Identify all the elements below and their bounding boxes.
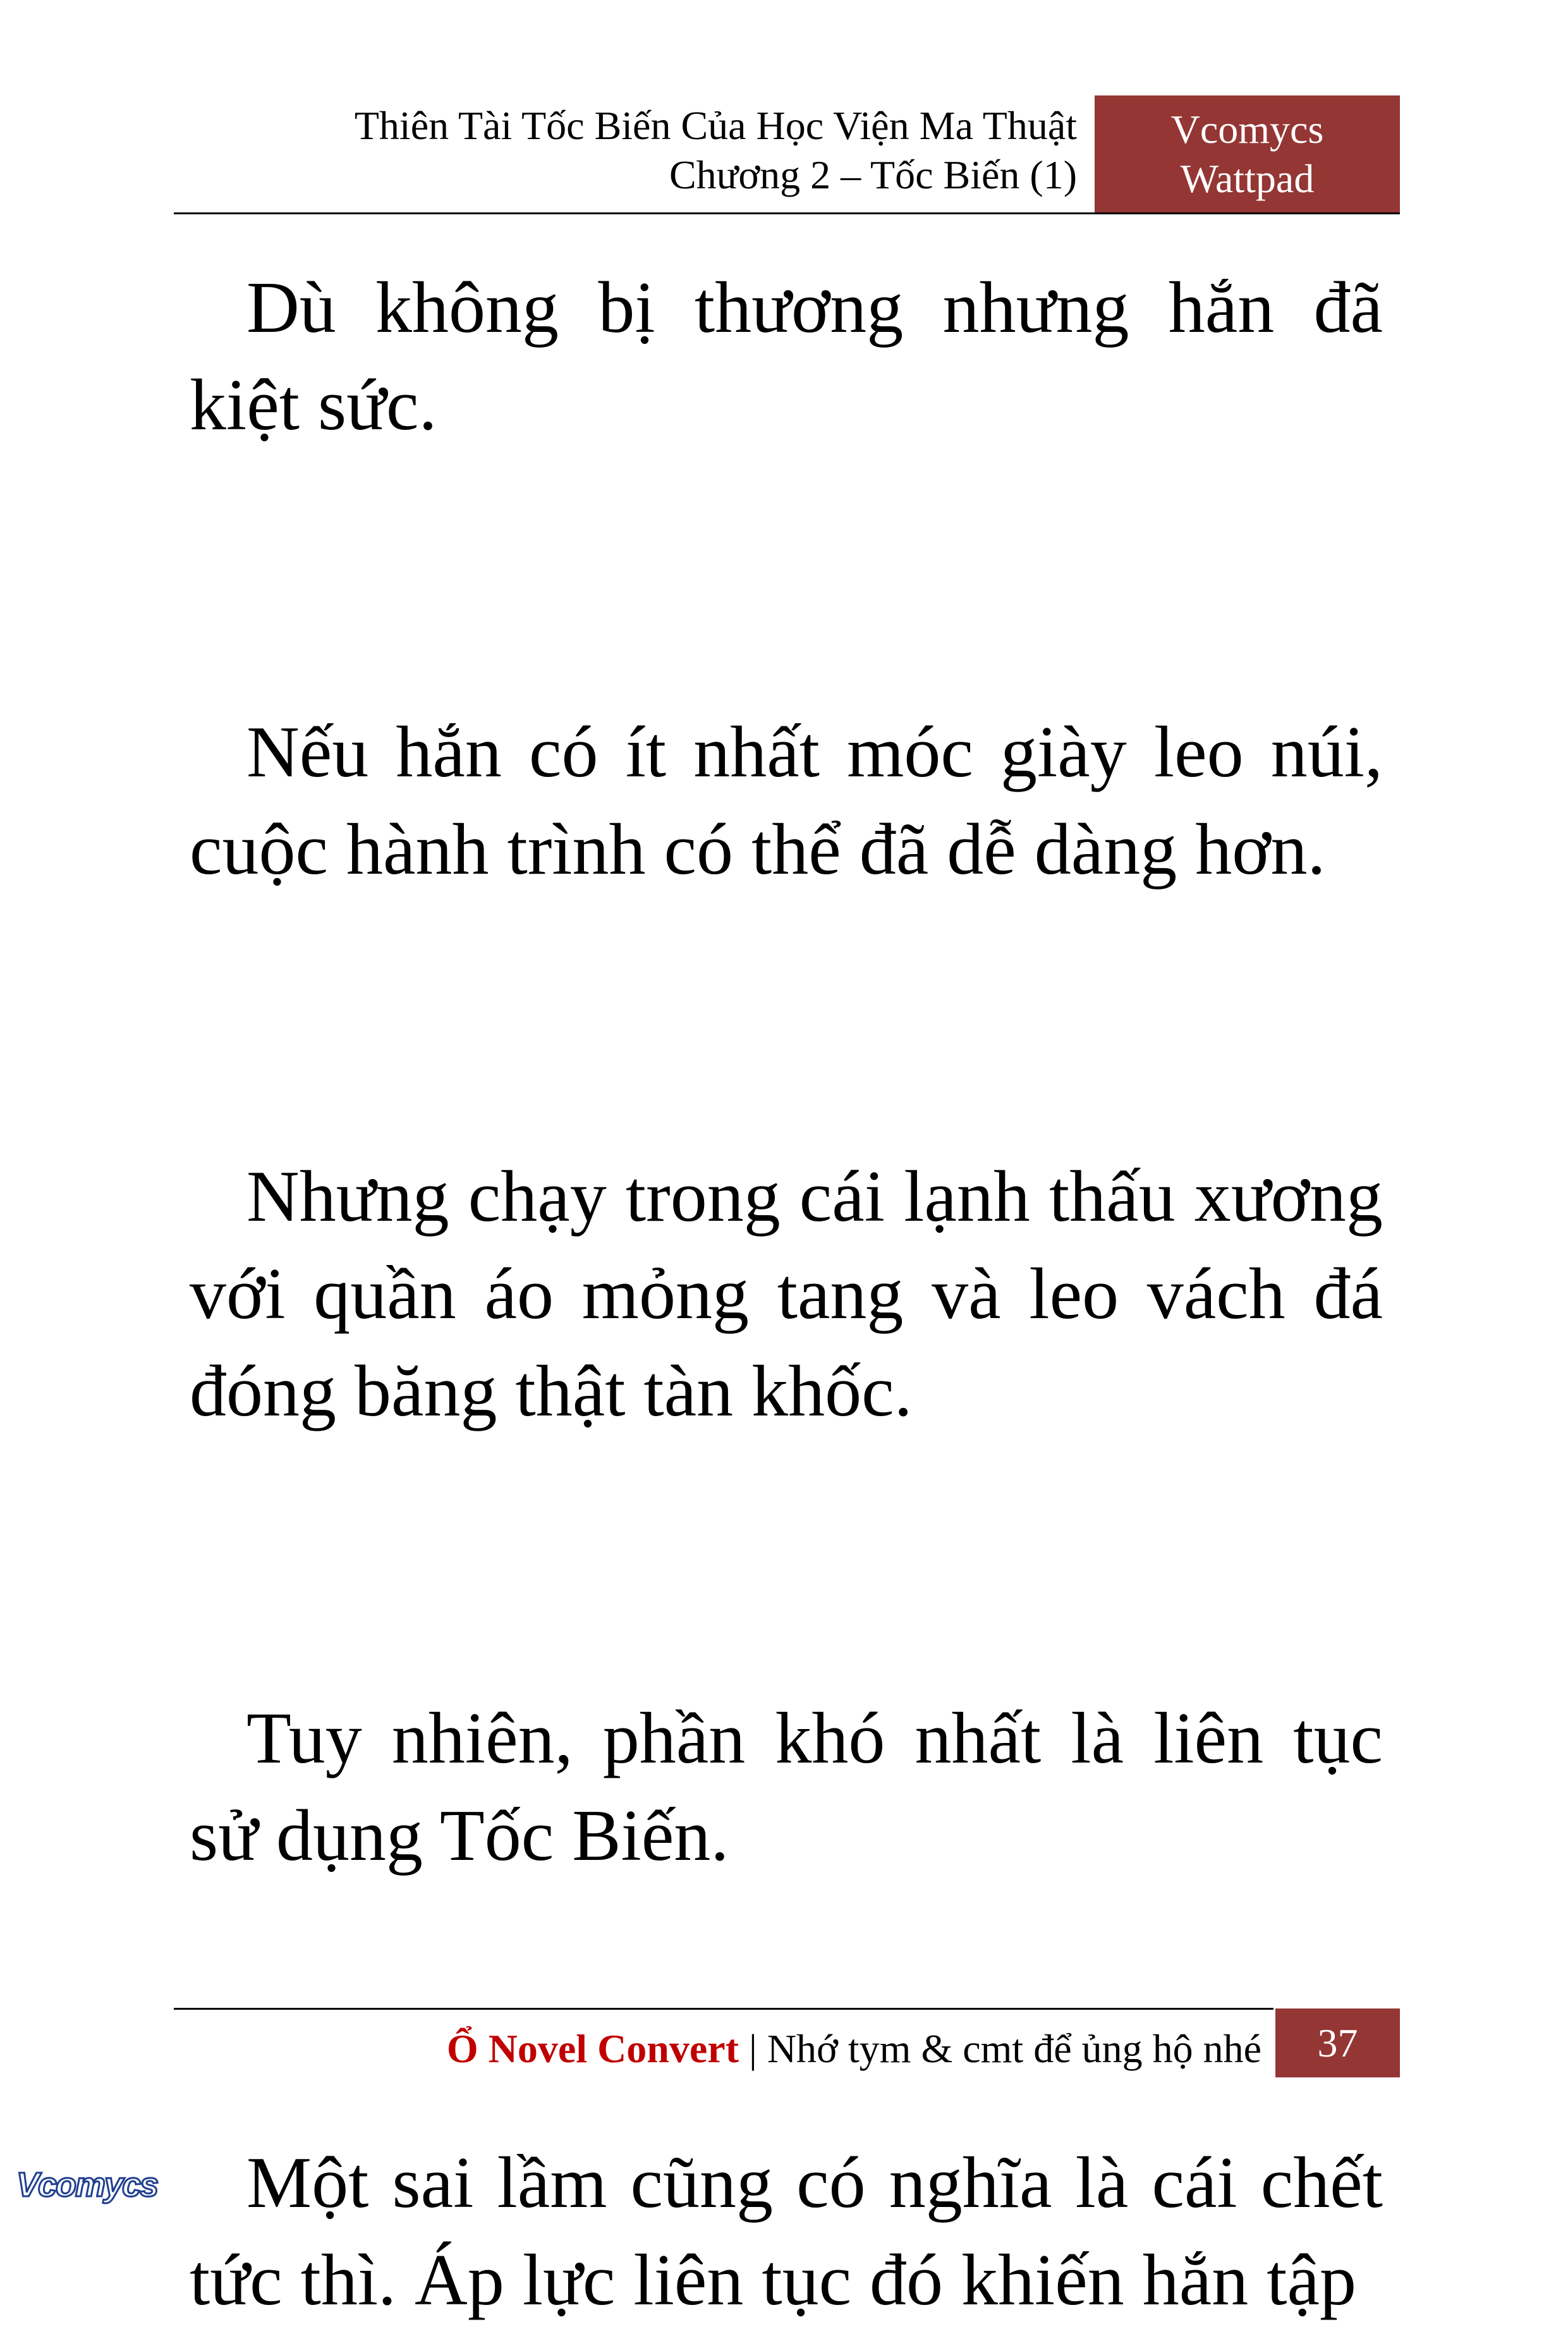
paragraph-2: Nếu hắn có ít nhất móc giày leo núi, cuộc hành trình có thể đã dễ dàng hơn. [190, 712, 1383, 890]
paragraph-5: Một sai lầm cũng có nghĩa là cái chết tức thì. Áp lực liên tục đó khiến hắn tập [190, 2143, 1383, 2321]
header-divider [174, 212, 1400, 214]
footer-text [447, 2020, 1261, 2077]
chapter-title: Chương 2 – Tốc Biến (1) [669, 152, 1077, 197]
book-title: Thiên Tài Tốc Biến Của Học Viện Ma Thuật [354, 103, 1077, 148]
header-titles [355, 101, 1077, 200]
footer-separator: | [739, 2026, 767, 2071]
vcomycs-logo-icon [14, 2161, 159, 2209]
page-body [190, 259, 1383, 2329]
paragraph-4: Tuy nhiên, phần khó nhất là liên tục sử dụng Tốc Biến. [190, 1698, 1383, 1876]
header-badge [1095, 95, 1400, 212]
badge-line-wattpad: Wattpad [1180, 156, 1315, 201]
footer-message: Nhớ tym & cmt để ủng hộ nhé [767, 2026, 1261, 2071]
page-number: 37 [1275, 2008, 1400, 2077]
footer-divider [174, 2008, 1273, 2010]
svg-text:Vcomycs: Vcomycs [16, 2166, 158, 2204]
paragraph-1: Dù không bị thương nhưng hắn đã kiệt sức. [190, 267, 1383, 446]
badge-line-vcomycs: Vcomycs [1170, 107, 1324, 152]
paragraph-3: Nhưng chạy trong cái lạnh thấu xương với quần áo mỏng tang và leo vách đá đóng băng thật tàn khốc. [190, 1156, 1383, 1432]
footer-brand: Ổ Novel Convert [446, 2026, 739, 2071]
